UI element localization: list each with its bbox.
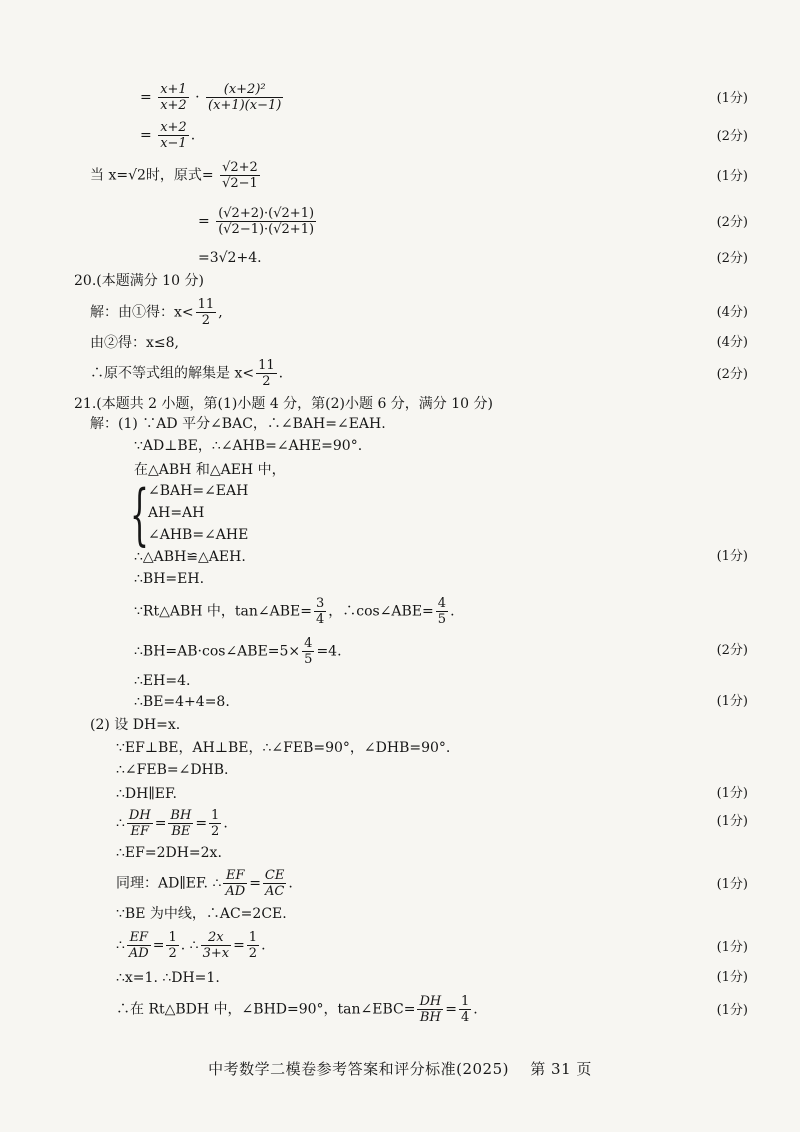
- s1-line-4: [198, 206, 318, 237]
- numerator: 1: [248, 930, 258, 945]
- q21-p2-line-6: ∴EF=2DH=2x.: [116, 845, 222, 861]
- numerator: x+1: [160, 82, 187, 97]
- period: .: [261, 937, 266, 954]
- period: .: [288, 875, 293, 892]
- numerator: x+2: [160, 120, 187, 135]
- numerator: 11: [258, 358, 275, 373]
- q21-p1-line-4: ∴△ABH≌△AEH.: [134, 549, 246, 565]
- fraction: [302, 636, 314, 667]
- numerator: EF: [223, 868, 247, 884]
- denominator: EF: [130, 824, 150, 839]
- q21-p2-line-7: [116, 868, 293, 899]
- score: (1分): [716, 814, 748, 829]
- eq: =: [445, 1001, 457, 1018]
- eq: =: [152, 937, 165, 954]
- q20-line-1: [90, 297, 223, 328]
- score: (4分): [716, 305, 748, 320]
- text: 解：由①得：x<: [90, 304, 194, 321]
- score: (1分): [716, 786, 748, 801]
- denominator: 2: [168, 946, 177, 961]
- q21-p1-line-9: ∴BE=4+4=8.: [134, 694, 230, 710]
- denominator: 3+x: [202, 946, 230, 961]
- dot: ·: [195, 89, 200, 106]
- denominator: (x+1)(x−1): [208, 98, 282, 113]
- q21-p2-line-11: [116, 994, 478, 1025]
- denominator: 5: [437, 612, 447, 627]
- therefore: ∴: [116, 937, 125, 954]
- fraction: [127, 930, 151, 961]
- fraction: [158, 82, 189, 113]
- page-number: 第 31 页: [530, 1060, 592, 1078]
- fraction: [417, 994, 443, 1025]
- score: (2分): [716, 251, 748, 266]
- denominator: AC: [264, 884, 285, 899]
- q21-p2-line-1: (2) 设 DH=x.: [90, 717, 181, 733]
- fraction: [256, 358, 277, 389]
- fraction: [158, 120, 189, 151]
- score: (1分): [716, 169, 748, 184]
- denominator: 2: [201, 313, 211, 328]
- eq: =: [195, 815, 208, 832]
- denominator: BH: [419, 1010, 441, 1025]
- numerator: √2+2: [222, 160, 258, 175]
- fraction: [166, 930, 178, 961]
- eq: =: [140, 89, 152, 106]
- fraction: [436, 596, 448, 627]
- q21-p1-line-6: [134, 596, 455, 627]
- eq: =: [233, 937, 245, 954]
- score: (1分): [716, 91, 748, 106]
- numerator: 1: [211, 808, 220, 823]
- congruence-condition-2: AH=AH: [148, 505, 205, 521]
- brace-symbol: {: [130, 476, 149, 553]
- eq: =: [140, 127, 152, 144]
- fraction: [223, 868, 247, 899]
- s1-line-1: [140, 82, 285, 113]
- text: . ∴: [180, 937, 199, 954]
- text: 同理：AD∥EF. ∴: [116, 875, 222, 892]
- fraction: [247, 930, 259, 961]
- s1-line-5: =3√2+4.: [198, 250, 262, 266]
- q21-p2-line-10: ∴x=1. ∴DH=1.: [116, 970, 220, 986]
- fraction: [206, 82, 283, 113]
- denominator: 5: [304, 652, 313, 667]
- eq: =: [154, 815, 167, 832]
- denominator: BE: [171, 824, 191, 839]
- therefore: ∴: [116, 815, 125, 832]
- eq: =: [249, 875, 261, 892]
- s1-line-3: [90, 160, 262, 191]
- denominator: 2: [248, 946, 258, 961]
- score: (1分): [716, 970, 748, 985]
- fraction: [263, 868, 286, 899]
- text: ∴BH=AB·cos∠ABE=5×: [134, 643, 301, 660]
- denominator: 2: [211, 824, 220, 839]
- period: .: [278, 365, 284, 382]
- denominator: √2−1: [222, 176, 258, 191]
- score: (1分): [716, 694, 748, 709]
- numerator: DH: [128, 808, 151, 823]
- numerator: 1: [460, 994, 470, 1009]
- numerator: (x+2)²: [206, 82, 283, 98]
- q21-p2-line-2: ∵EF⊥BE，AH⊥BE，∴∠FEB=90°，∠DHB=90°.: [116, 740, 451, 756]
- denominator: AD: [128, 946, 149, 961]
- q21-p1-line-3: 在△ABH 和△AEH 中，: [134, 462, 286, 478]
- q20-header: 20.(本题满分 10 分): [74, 273, 204, 289]
- q21-p1-line-7: [134, 636, 342, 667]
- congruence-condition-1: ∠BAH=∠EAH: [148, 483, 249, 499]
- numerator: 4: [304, 636, 313, 651]
- numerator: 4: [437, 596, 447, 611]
- fraction: [314, 596, 326, 627]
- q21-p2-line-3: ∴∠FEB=∠DHB.: [116, 762, 229, 778]
- congruence-condition-3: ∠AHB=∠AHE: [148, 527, 249, 543]
- denominator: 4: [315, 612, 325, 627]
- s1-line-2: [140, 120, 195, 151]
- period: .: [190, 127, 196, 144]
- eq: =: [198, 213, 210, 230]
- text: ∴原不等式组的解集是 x<: [90, 365, 255, 382]
- q21-p1-line-2: ∵AD⊥BE，∴∠AHB=∠AHE=90°.: [134, 438, 363, 454]
- page-footer: [0, 1058, 800, 1079]
- q20-line-2: 由②得：x≤8,: [90, 335, 179, 351]
- text: =4.: [316, 643, 342, 660]
- fraction: [220, 160, 260, 191]
- text: ∵Rt△ABH 中，tan∠ABE=: [134, 603, 312, 620]
- q21-p1-line-5: ∴BH=EH.: [134, 571, 205, 587]
- numerator: EF: [127, 930, 151, 946]
- score: (1分): [716, 1003, 748, 1018]
- text: ，∴cos∠ABE=: [328, 603, 434, 620]
- numerator: 2x: [201, 930, 232, 946]
- numerator: 1: [168, 930, 177, 945]
- q21-p2-line-5: [116, 808, 228, 839]
- denominator: (√2−1)·(√2+1): [218, 222, 315, 237]
- text: 当 x=√2时，原式=: [90, 167, 214, 184]
- fraction: [201, 930, 232, 961]
- numerator: (√2+2)·(√2+1): [218, 206, 315, 221]
- q21-p2-line-8: ∵BE 为中线，∴AC=2CE.: [116, 906, 287, 922]
- score: (2分): [716, 129, 748, 144]
- period: .: [450, 603, 455, 620]
- fraction: [168, 808, 193, 839]
- fraction: [209, 808, 221, 839]
- fraction: [459, 994, 471, 1025]
- q21-p2-line-9: [116, 930, 266, 961]
- footer-title: 中考数学二模卷参考答案和评分标准(2025): [208, 1060, 509, 1078]
- text: ∴在 Rt△BDH 中，∠BHD=90°，tan∠EBC=: [116, 1001, 416, 1018]
- numerator: 3: [315, 596, 325, 611]
- denominator: x+2: [160, 98, 187, 113]
- fraction: [196, 297, 217, 328]
- numerator: 11: [197, 297, 215, 312]
- denominator: 2: [262, 374, 271, 389]
- score: (4分): [716, 335, 748, 350]
- denominator: x−1: [160, 136, 187, 151]
- q21-p2-line-4: ∴DH∥EF.: [116, 786, 178, 802]
- comma: ,: [218, 304, 223, 321]
- fraction: [216, 206, 316, 237]
- fraction: [127, 808, 153, 839]
- q21-p1-line-1: 解：(1) ∵AD 平分∠BAC，∴∠BAH=∠EAH.: [90, 416, 386, 432]
- period: .: [223, 815, 228, 832]
- q20-line-3: [90, 358, 283, 389]
- score: (1分): [716, 877, 748, 892]
- period: .: [473, 1001, 478, 1018]
- score: (2分): [716, 643, 748, 658]
- q21-header: 21.(本题共 2 小题，第(1)小题 4 分，第(2)小题 6 分，满分 10 分): [74, 396, 493, 412]
- numerator: CE: [264, 868, 285, 883]
- denominator: AD: [225, 884, 246, 899]
- score: (1分): [716, 549, 748, 564]
- score: (2分): [716, 215, 748, 230]
- denominator: 4: [460, 1010, 470, 1025]
- q21-p1-line-8: ∴EH=4.: [134, 673, 191, 689]
- numerator: DH: [419, 994, 442, 1009]
- numerator: BH: [170, 808, 192, 823]
- score: (2分): [716, 367, 748, 382]
- score: (1分): [716, 940, 748, 955]
